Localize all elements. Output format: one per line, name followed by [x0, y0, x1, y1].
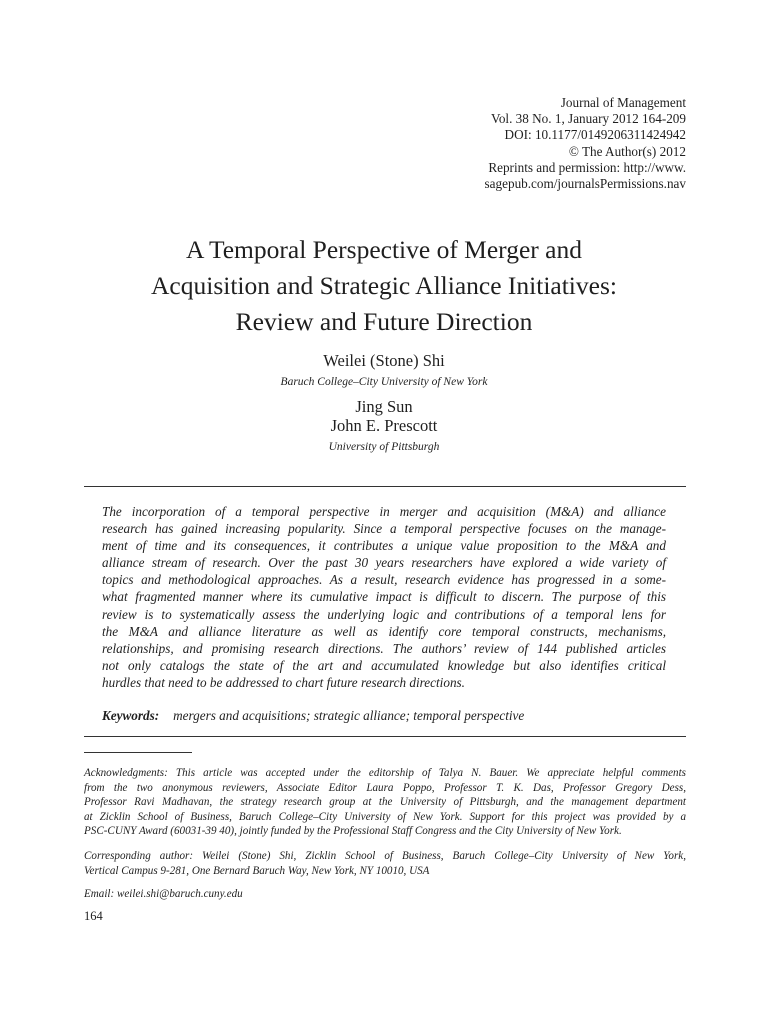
keywords-label: Keywords: — [102, 708, 160, 723]
journal-info — [485, 95, 686, 192]
email-line[interactable]: Email: weilei.shi@baruch.cuny.edu — [84, 888, 243, 900]
title-line-3: Review and Future Direction — [235, 307, 533, 336]
journal-reprints-line-2[interactable]: sagepub.com/journalsPermissions.nav — [484, 176, 686, 192]
author-prescott: John E. Prescott — [330, 416, 438, 435]
abstract-bottom-rule — [84, 736, 686, 737]
abstract-top-rule — [84, 486, 686, 487]
journal-copyright: © The Author(s) 2012 — [568, 143, 686, 159]
article-title — [0, 232, 768, 340]
title-line-1: A Temporal Perspective of Merger and — [186, 235, 582, 264]
footnote-line: Professor Ravi Madhavan, the strategy research group at the University of Pittsburgh, and the management department — [84, 796, 686, 809]
journal-doi: DOI: 10.1177/0149206311424942 — [504, 127, 686, 143]
footnote-line: at Zicklin School of Business, Baruch College–City University of New York. Support for this project was provided by a — [84, 810, 686, 823]
abstract-line: not only catalogs the state of the art and accumulated knowledge but also identifies critical — [102, 657, 666, 673]
footnote-line: Vertical Campus 9-281, One Bernard Baruch Way, New York, NY 10010, USA — [84, 864, 430, 877]
abstract-line: research has gained increasing popularity. Since a temporal perspective focuses on the manage- — [102, 521, 666, 537]
page-number: 164 — [84, 909, 103, 923]
footnote-line: Acknowledgments: This article was accepted under the editorship of Talya N. Bauer. We appreciate helpful comments — [84, 767, 686, 779]
journal-reprints-line-1[interactable]: Reprints and permission: http://www. — [488, 159, 686, 175]
abstract-line: hurdles that need to be addressed to chart future research directions. — [102, 674, 465, 690]
abstract — [102, 503, 666, 691]
corresponding-author-footnote — [84, 849, 686, 878]
affiliation-baruch: Baruch College–City University of New York — [280, 376, 488, 388]
journal-volume: Vol. 38 No. 1, January 2012 164-209 — [491, 111, 686, 127]
footnote-rule — [84, 752, 192, 753]
abstract-line: the M&A and alliance literature as well as identify core temporal constructs, mechanisms, — [102, 623, 666, 639]
author-sun: Jing Sun — [355, 397, 413, 416]
abstract-line: what fragmented manner where its cumulative impact is difficult to discern. The purpose of this — [102, 589, 666, 605]
abstract-line: relationships, and promising research directions. The authors’ review of 144 published articles — [102, 640, 666, 656]
affiliation-pittsburgh: University of Pittsburgh — [328, 441, 440, 453]
abstract-line: review is to systematically assess the underlying logic and contributions of a temporal lens for — [102, 606, 666, 622]
acknowledgments-footnote — [84, 766, 686, 839]
footnote-line: from the two anonymous reviewers, Associate Editor Laura Poppo, Professor T. K. Das, Professor Gregory Dess, — [84, 781, 686, 794]
abstract-line: ment of time and its consequences, it contributes a unique value proposition to the M&A and — [102, 538, 666, 554]
abstract-line: The incorporation of a temporal perspective in merger and acquisition (M&A) and alliance — [102, 504, 666, 519]
keywords — [102, 708, 524, 724]
abstract-line: alliance stream of research. Over the past 30 years researchers have explored a wide variety of — [102, 555, 666, 571]
footnote-line: Corresponding author: Weilei (Stone) Shi, Zicklin School of Business, Baruch College–City University of New York, — [84, 850, 686, 862]
footnote-line: PSC-CUNY Award (60031-39 40), jointly funded by the Professional Staff Congress and the City University of New York. — [84, 825, 622, 838]
abstract-line: topics and methodological approaches. As a result, research evidence has progressed in a some- — [102, 572, 666, 588]
journal-name: Journal of Management — [560, 95, 686, 110]
keywords-text: mergers and acquisitions; strategic alliance; temporal perspective — [173, 708, 525, 723]
email-footnote — [84, 887, 686, 902]
author-shi: Weilei (Stone) Shi — [323, 351, 445, 370]
title-line-2: Acquisition and Strategic Alliance Initiatives: — [151, 271, 617, 300]
